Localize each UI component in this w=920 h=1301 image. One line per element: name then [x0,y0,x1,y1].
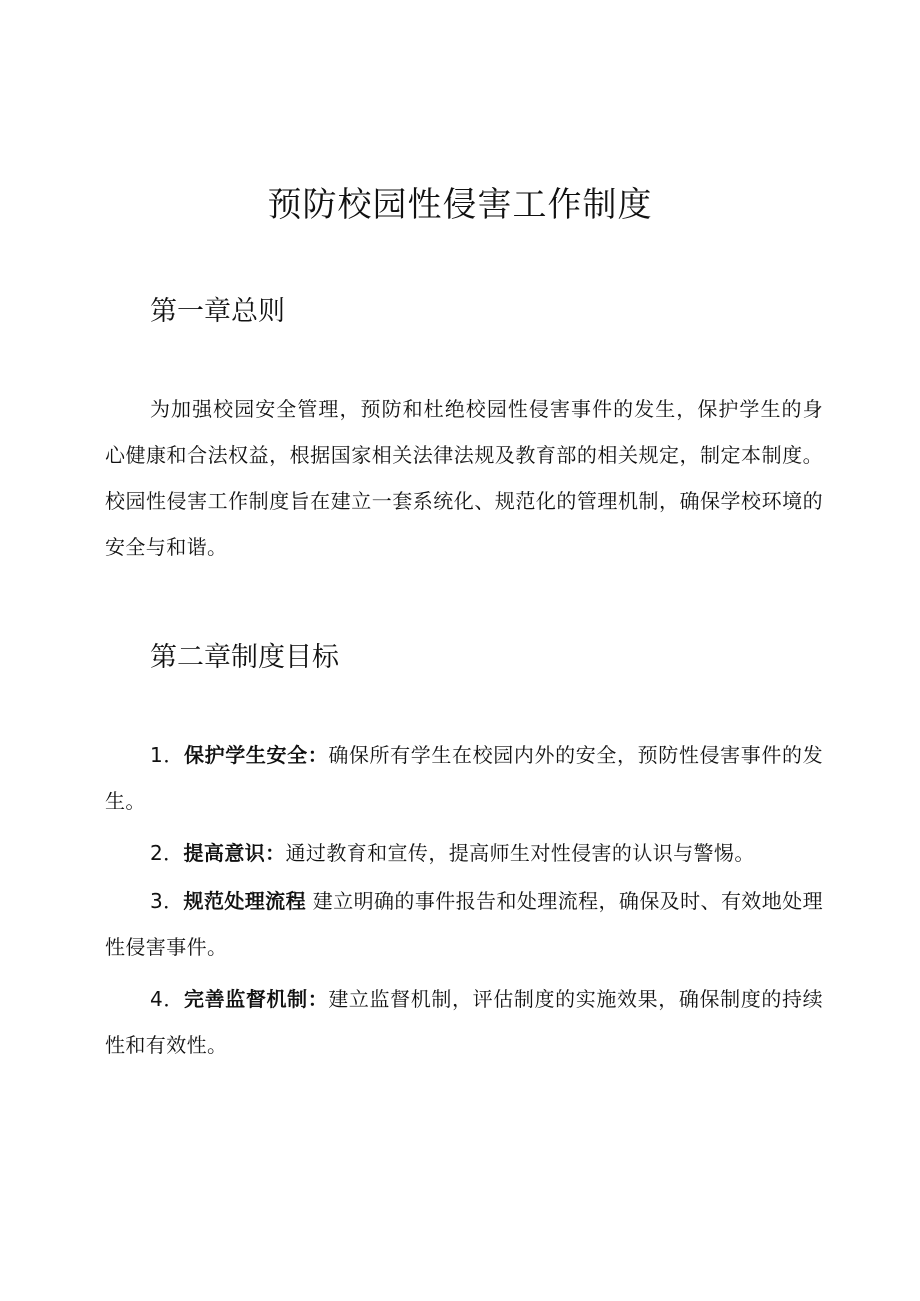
goal-text: 建立明确的事件报告和处理流程，确保及时、有效地处理性侵害事件。 [105,889,823,959]
goal-number: 1． [150,743,184,767]
chapter-2-heading: 第二章制度目标 [150,642,339,673]
goal-label: 保护学生安全： [183,743,329,767]
goal-item [105,830,823,876]
goal-item [105,732,823,824]
goal-item [105,976,823,1068]
goal-number: 3． [150,889,184,913]
goal-text: 通过教育和宣传，提高师生对性侵害的认识与警惕。 [285,841,755,865]
goal-text: 确保所有学生在校园内外的安全，预防性侵害事件的发生。 [105,743,823,813]
goal-label: 提高意识： [183,841,286,865]
goal-number: 2． [150,841,184,865]
document-title: 预防校园性侵害工作制度 [267,185,653,225]
goal-text: 建立监督机制，评估制度的实施效果，确保制度的持续性和有效性。 [105,987,823,1057]
chapter-1-heading: 第一章总则 [150,296,285,327]
goal-item [105,878,823,970]
goal-label: 完善监督机制： [183,987,329,1011]
chapter-1-paragraph: 为加强校园安全管理，预防和杜绝校园性侵害事件的发生，保护学生的身心健康和合法权益，根据国家相关法律法规及教育部的相关规定，制定本制度。校园性侵害工作制度旨在建立一套系统化、规范化的管理机制，确保学校环境的安全与和谐。 [105,397,823,559]
goal-number: 4． [150,987,184,1011]
goal-label: 规范处理流程 [183,889,307,913]
